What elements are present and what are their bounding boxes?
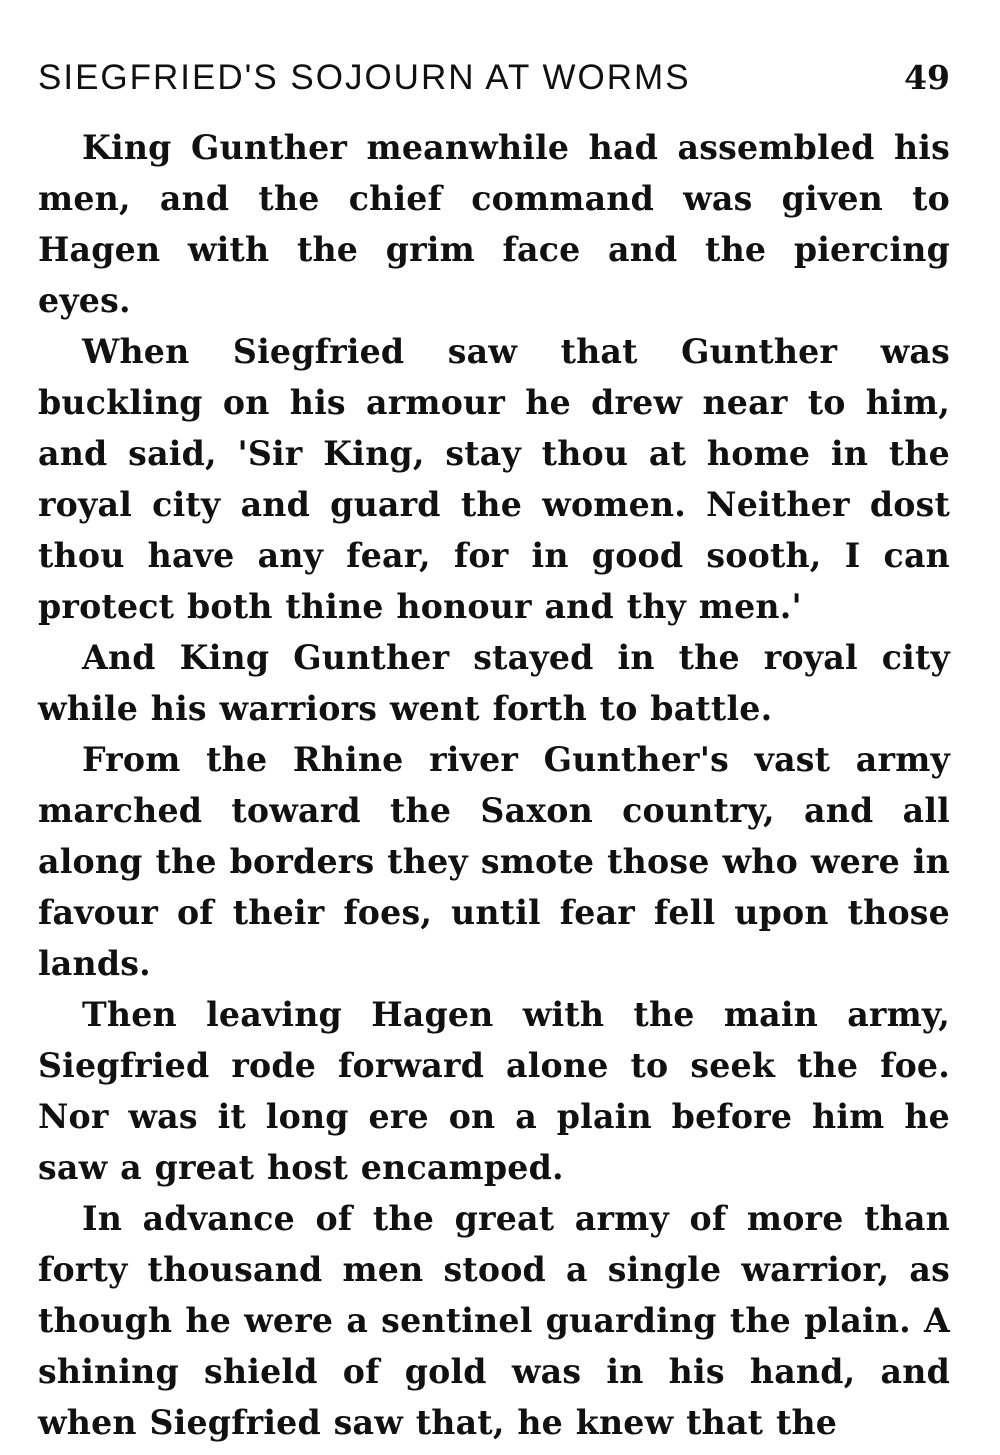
page-number: 49	[904, 58, 950, 97]
paragraph-4: From the Rhine river Gunther's vast army marched toward the Saxon country, and all along the borders they smote those who were in favour of their foes, until fear fell upon those lands.	[38, 740, 950, 983]
paragraph-1: King Gunther meanwhile had assembled his men, and the chief command was given to Hagen with the grim face and the piercing eyes.	[38, 128, 950, 320]
paragraph-5: Then leaving Hagen with the main army, Siegfried rode forward alone to seek the foe. Nor was it long ere on a plain before him he saw a great host encamped.	[38, 995, 950, 1187]
paragraph-3: And King Gunther stayed in the royal city while his warriors went forth to battle.	[38, 638, 950, 728]
running-head	[38, 58, 950, 110]
running-title: SIEGFRIED'S SOJOURN AT WORMS	[38, 58, 691, 97]
paragraph-6: In advance of the great army of more than forty thousand men stood a single warrior, as though he were a sentinel guarding the plain. A shining shield of gold was in his hand, and when Siegfried saw that, he knew that the	[38, 1199, 950, 1442]
body-text	[38, 122, 950, 1448]
book-page	[38, 58, 950, 1448]
paragraph-2: When Siegfried saw that Gunther was buckling on his armour he drew near to him, and said, 'Sir King, stay thou at home in the royal city and guard the women. Neither dost thou have any fear, for in good sooth, I can protect both thine honour and thy men.'	[38, 332, 950, 626]
